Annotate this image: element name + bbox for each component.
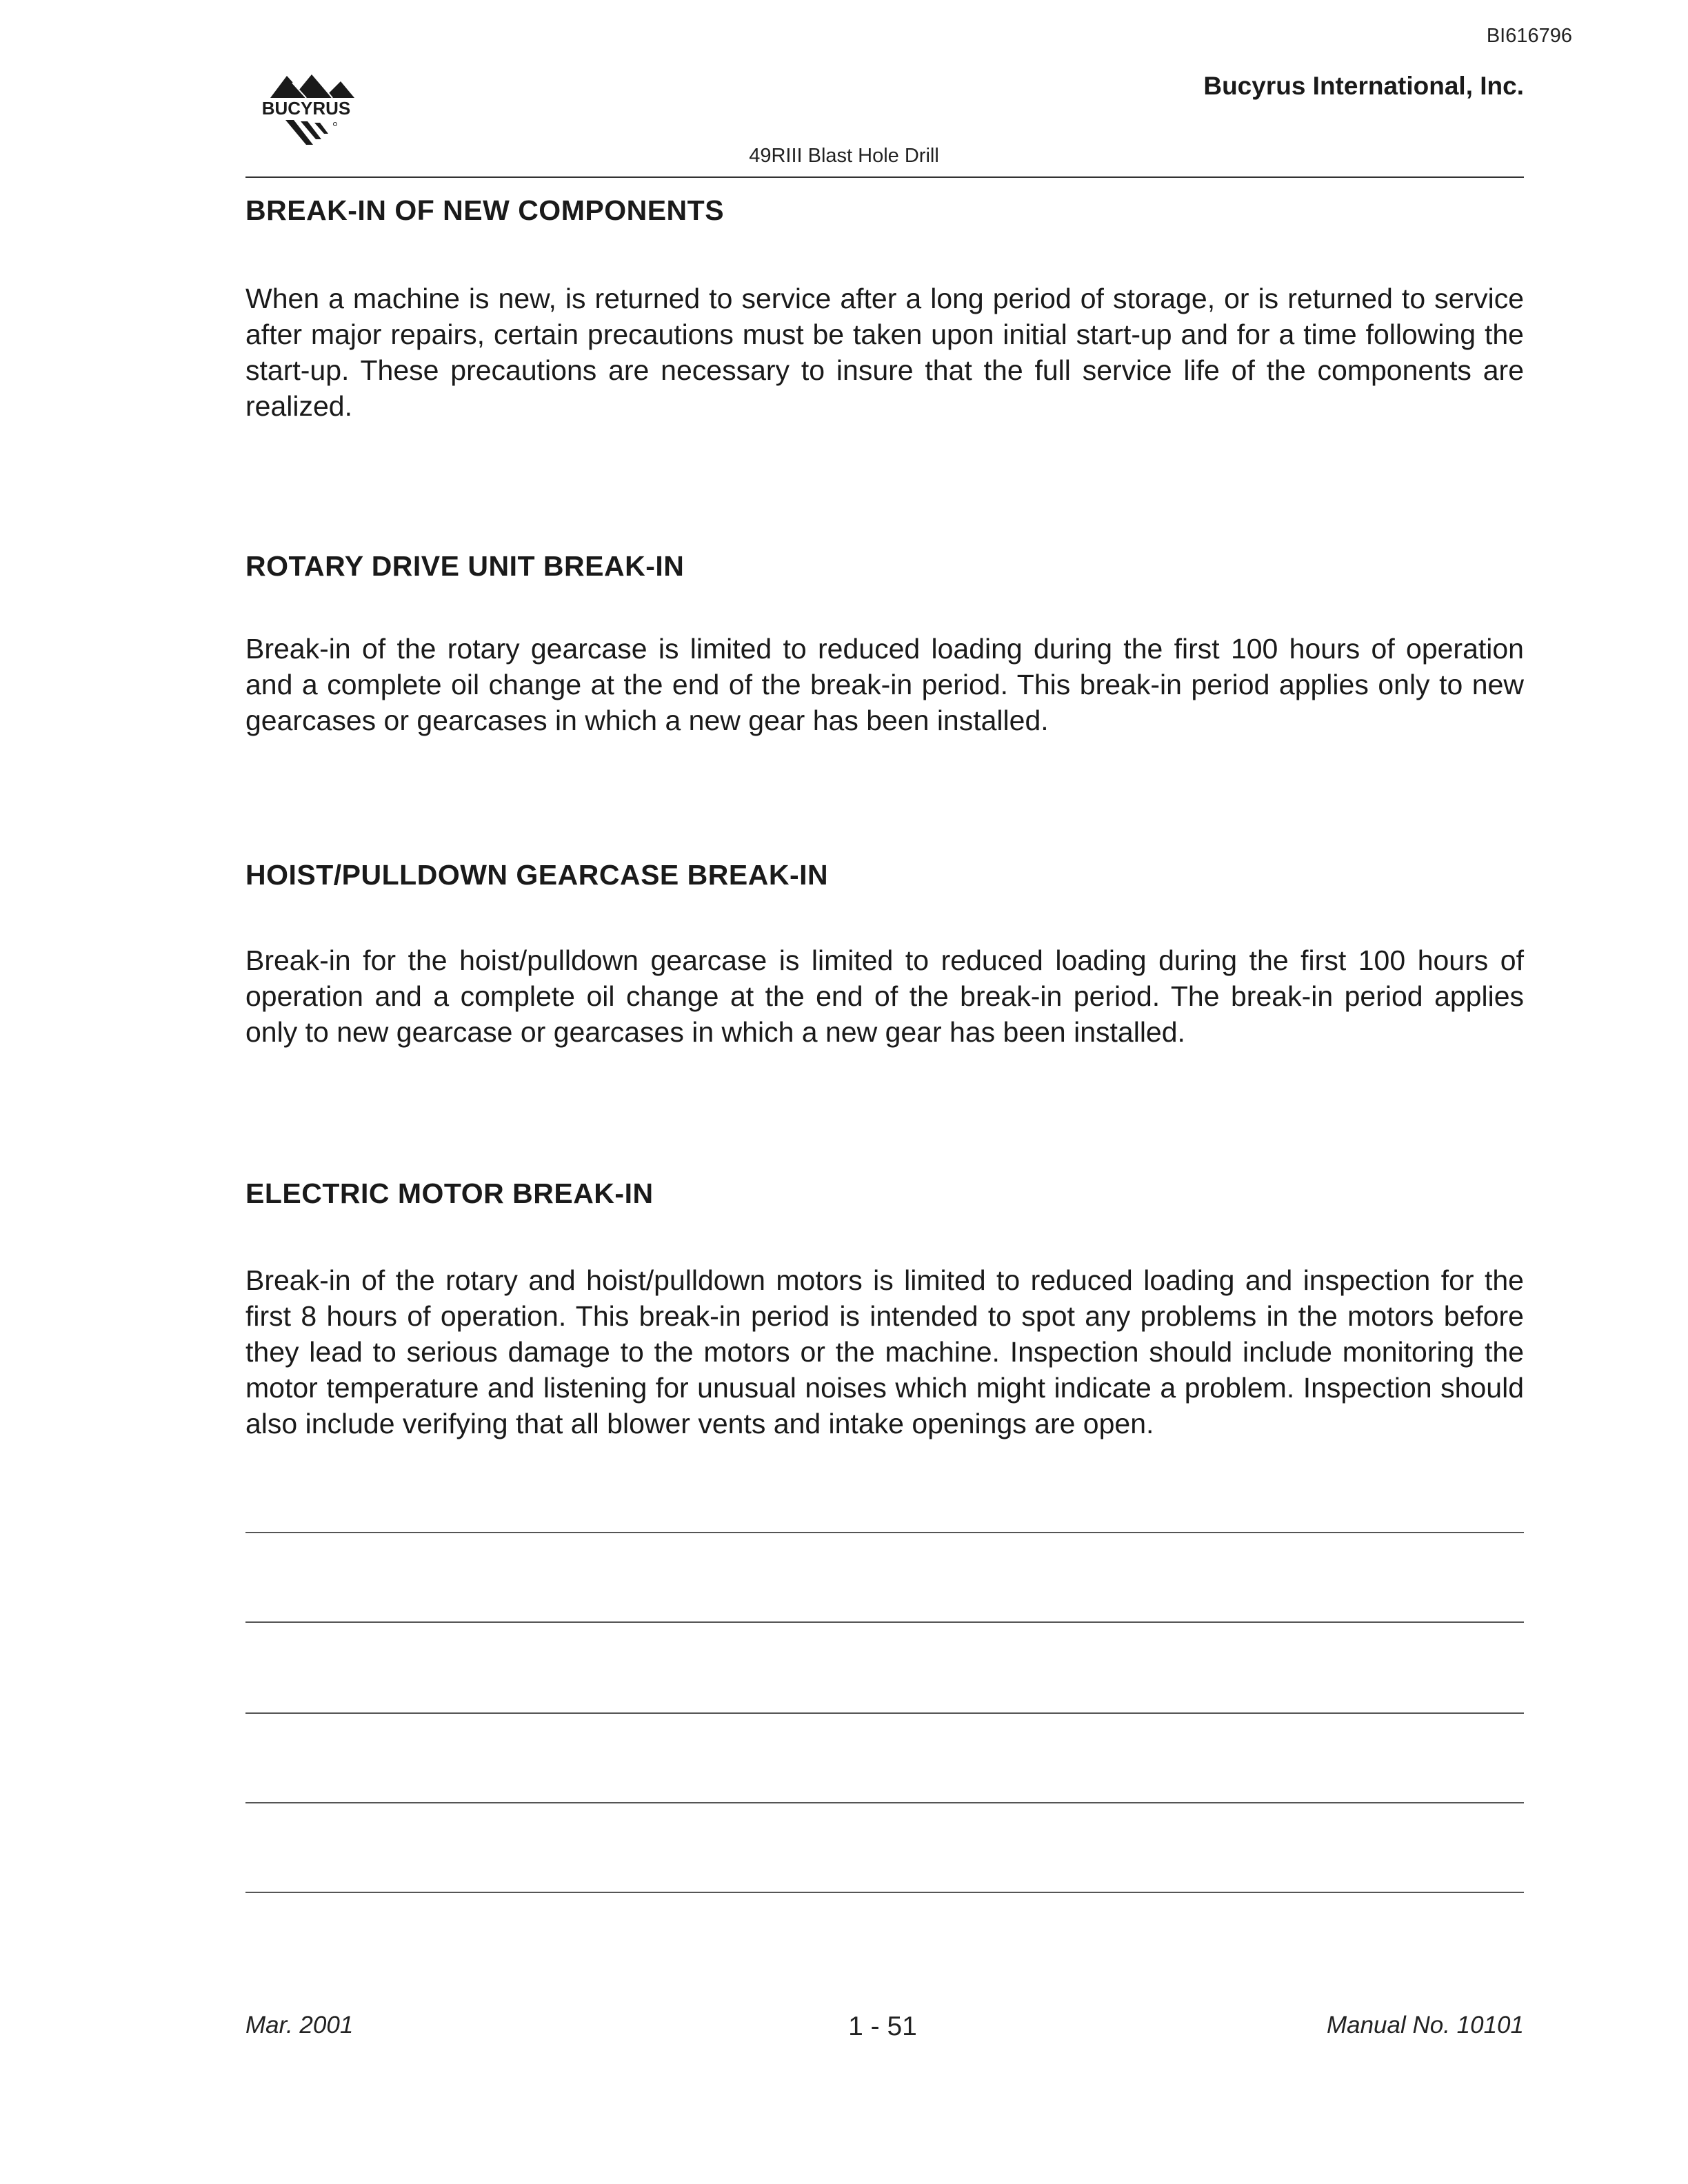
company-name: Bucyrus International, Inc. xyxy=(1203,72,1524,100)
svg-text:BUCYRUS: BUCYRUS xyxy=(261,98,351,119)
footer-date: Mar. 2001 xyxy=(245,2012,354,2039)
notes-line xyxy=(245,1802,1524,1803)
section-paragraph: When a machine is new, is returned to service after a long period of storage, or is returned to service after major repairs, certain precautions must be taken upon initial start-up and for a time following the start-up. These precautions are necessary to insure that the full service life of the components are realized. xyxy=(245,283,1524,422)
section-heading: ELECTRIC MOTOR BREAK-IN xyxy=(245,1177,654,1209)
section-electric-motor-break-in xyxy=(245,1177,1524,1442)
notes-line xyxy=(245,1621,1524,1623)
section-heading: HOIST/PULLDOWN GEARCASE BREAK-IN xyxy=(245,859,829,891)
header-divider xyxy=(245,176,1524,178)
notes-line xyxy=(245,1712,1524,1714)
notes-line xyxy=(245,1532,1524,1533)
section-paragraph: Break-in of the rotary gearcase is limited to reduced loading during the first 100 hours of operation and a complete oil change at the end of the break-in period. This break-in period applies only to new gearcases or gearcases in which a new gear has been installed. xyxy=(245,633,1524,736)
section-heading: BREAK-IN OF NEW COMPONENTS xyxy=(245,194,725,226)
section-paragraph: Break-in of the rotary and hoist/pulldown motors is limited to reduced loading and inspection for the first 8 hours of operation. This break-in period is intended to spot any problems in the motors before they lead to serious damage to the motors or the machine. Inspection should include monitoring the motor temperature and listening for unusual noises which might indicate a problem. Inspection should also include verifying that all blower vents and intake openings are open. xyxy=(245,1264,1524,1439)
bucyrus-logo xyxy=(244,69,368,152)
notes-line xyxy=(245,1892,1524,1893)
document-subtitle: 49RIII Blast Hole Drill xyxy=(749,145,939,167)
section-heading: ROTARY DRIVE UNIT BREAK-IN xyxy=(245,550,685,582)
section-break-in-new-components xyxy=(245,194,1524,424)
section-hoist-pulldown-break-in xyxy=(245,859,1524,1050)
footer-manual-number: Manual No. 10101 xyxy=(1326,2012,1524,2039)
footer-page-number: 1 - 51 xyxy=(848,2012,917,2041)
section-rotary-drive-break-in xyxy=(245,550,1524,738)
document-id: BI616796 xyxy=(1486,25,1572,47)
section-paragraph: Break-in for the hoist/pulldown gearcase is limited to reduced loading during the first 100 hours of operation and a complete oil change at the end of the break-in period. The break-in period applies only to new gearcase or gearcases in which a new gear has been installed. xyxy=(245,944,1524,1048)
